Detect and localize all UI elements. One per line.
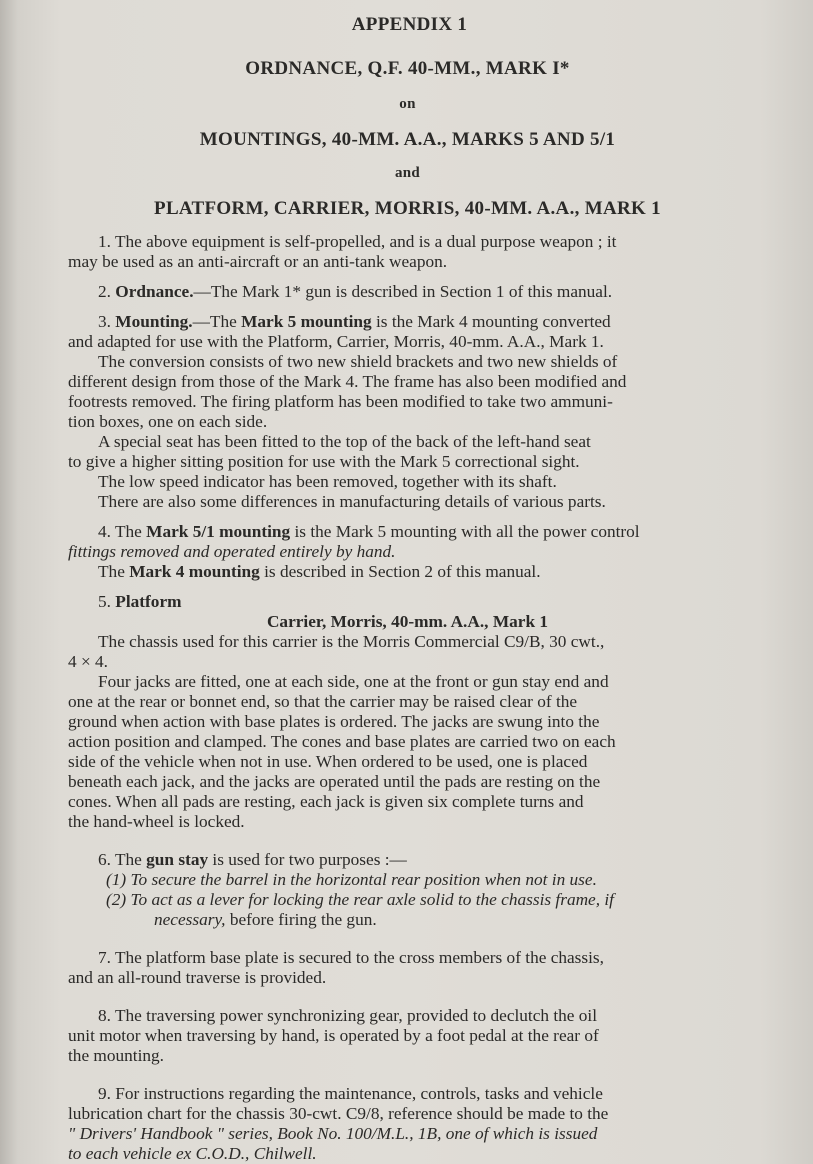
para-number: 5.: [98, 592, 111, 611]
paragraph-line: unit motor when traversing by hand, is operated by a foot pedal at the rear of: [68, 1026, 599, 1045]
mark4-mounting-label: Mark 4 mounting: [129, 562, 260, 581]
platform-heading: PLATFORM, CARRIER, MORRIS, 40-MM. A.A., MARK 1: [154, 198, 661, 219]
paragraph-text: 6. The: [98, 850, 147, 869]
paragraph-line: ground when action with base plates is ordered. The jacks are swung into the: [68, 712, 600, 731]
paragraph-9: [68, 1084, 747, 1164]
paragraph-text: is used for two purposes :—: [208, 850, 407, 869]
paragraph-line: The chassis used for this carrier is the Morris Commercial C9/B, 30 cwt.,: [98, 632, 605, 651]
paragraph-line: 7. The platform base plate is secured to the cross members of the chassis,: [98, 948, 604, 967]
paragraph-line: The conversion consists of two new shield brackets and two new shields of: [98, 352, 618, 371]
para-number: 3.: [98, 312, 111, 331]
list-item: (2) To act as a lever for locking the rear axle solid to the chassis frame, if: [106, 890, 614, 909]
paragraph-line: cones. When all pads are resting, each jack is given six complete turns and: [68, 792, 584, 811]
list-item: (1) To secure the barrel in the horizontal rear position when not in use.: [106, 870, 597, 889]
section-label-mounting: Mounting.: [115, 312, 193, 331]
paragraph-line: to each vehicle ex C.O.D., Chilwell.: [68, 1144, 317, 1163]
paragraph-line: The low speed indicator has been removed, together with its shaft.: [98, 472, 557, 491]
paragraph-line: [68, 850, 747, 870]
paragraph-line: and adapted for use with the Platform, Carrier, Morris, 40-mm. A.A., Mark 1.: [68, 332, 604, 351]
paragraph-text: necessary,: [154, 910, 226, 929]
paragraph-6: [68, 850, 747, 930]
paragraph-8: [68, 1006, 747, 1066]
paragraph-text: before firing the gun.: [225, 910, 377, 929]
paragraph-4: [68, 522, 747, 582]
paragraph-line: fittings removed and operated entirely by hand.: [68, 542, 396, 561]
paragraph-line: footrests removed. The firing platform has been modified to take two ammuni-: [68, 392, 613, 411]
paragraph-line: [68, 592, 747, 612]
paragraph-line: may be used as an anti-aircraft or an anti-tank weapon.: [68, 252, 448, 271]
paragraph-line: [68, 562, 747, 582]
paragraph-line: different design from those of the Mark 4. The frame has also been modified and: [68, 372, 627, 391]
ordnance-heading: ORDNANCE, Q.F. 40-MM., MARK I*: [245, 58, 570, 79]
paragraph-line: A special seat has been fitted to the top of the back of the left-hand seat: [98, 432, 591, 451]
paragraph-line: action position and clamped. The cones and base plates are carried two on each: [68, 732, 616, 751]
section-label-ordnance: Ordnance.: [115, 282, 194, 301]
mountings-heading: MOUNTINGS, 40-MM. A.A., MARKS 5 AND 5/1: [199, 129, 616, 150]
paragraph-line: " Drivers' Handbook " series, Book No. 100/M.L., 1B, one of which is issued: [68, 1124, 598, 1143]
paragraph-text: is the Mark 5 mounting with all the power control: [290, 522, 640, 541]
paragraph-text: The: [98, 562, 130, 581]
paragraph-7: [68, 948, 747, 988]
paragraph-line: tion boxes, one on each side.: [68, 412, 268, 431]
paragraph-text: 4. The: [98, 522, 147, 541]
platform-subheading: Carrier, Morris, 40-mm. A.A., Mark 1: [266, 612, 549, 631]
paragraph-text: —The Mark 1* gun is described in Section 1 of this manual.: [193, 282, 613, 301]
paragraph-text: —The: [192, 312, 242, 331]
paragraph-1: [68, 232, 747, 272]
paragraph-line: the hand-wheel is locked.: [68, 812, 245, 831]
paragraph-line: There are also some differences in manufacturing details of various parts.: [98, 492, 606, 511]
paragraph-line: [68, 282, 747, 302]
paragraph-line: 4 × 4.: [68, 652, 108, 671]
paragraph-line: [68, 312, 747, 332]
mark5-mounting-label: Mark 5 mounting: [241, 312, 372, 331]
paragraph-2: [68, 282, 747, 302]
gun-stay-label: gun stay: [146, 850, 209, 869]
mark5-1-mounting-label: Mark 5/1 mounting: [146, 522, 291, 541]
paragraph-line: 9. For instructions regarding the maintenance, controls, tasks and vehicle: [98, 1084, 603, 1103]
paragraph-line: beneath each jack, and the jacks are operated until the pads are resting on the: [68, 772, 601, 791]
paragraph-3: [68, 312, 747, 512]
paragraph-line: one at the rear or bonnet end, so that the carrier may be raised clear of the: [68, 692, 578, 711]
para-number: 2.: [98, 282, 111, 301]
paragraph-5: [68, 592, 747, 832]
list-item-continuation: [68, 910, 747, 930]
paragraph-line: 8. The traversing power synchronizing gear, provided to declutch the oil: [98, 1006, 598, 1025]
and-connector: and: [394, 165, 421, 181]
on-connector: on: [399, 96, 416, 112]
paragraph-line: the mounting.: [68, 1046, 165, 1065]
paragraph-line: 1. The above equipment is self-propelled, and is a dual purpose weapon ; it: [98, 232, 617, 251]
paragraph-line: lubrication chart for the chassis 30-cwt. C9/8, reference should be made to the: [68, 1104, 609, 1123]
paragraph-text: is described in Section 2 of this manual.: [259, 562, 541, 581]
section-label-platform: Platform: [115, 592, 182, 611]
paragraph-line: Four jacks are fitted, one at each side, one at the front or gun stay end and: [98, 672, 609, 691]
paragraph-line: to give a higher sitting position for use with the Mark 5 correctional sight.: [68, 452, 580, 471]
paragraph-text: is the Mark 4 mounting converted: [371, 312, 611, 331]
paragraph-line: side of the vehicle when not in use. When ordered to be used, one is placed: [68, 752, 588, 771]
paragraph-line: [68, 522, 747, 542]
appendix-title: APPENDIX 1: [351, 14, 468, 35]
paragraph-line: and an all-round traverse is provided.: [68, 968, 327, 987]
